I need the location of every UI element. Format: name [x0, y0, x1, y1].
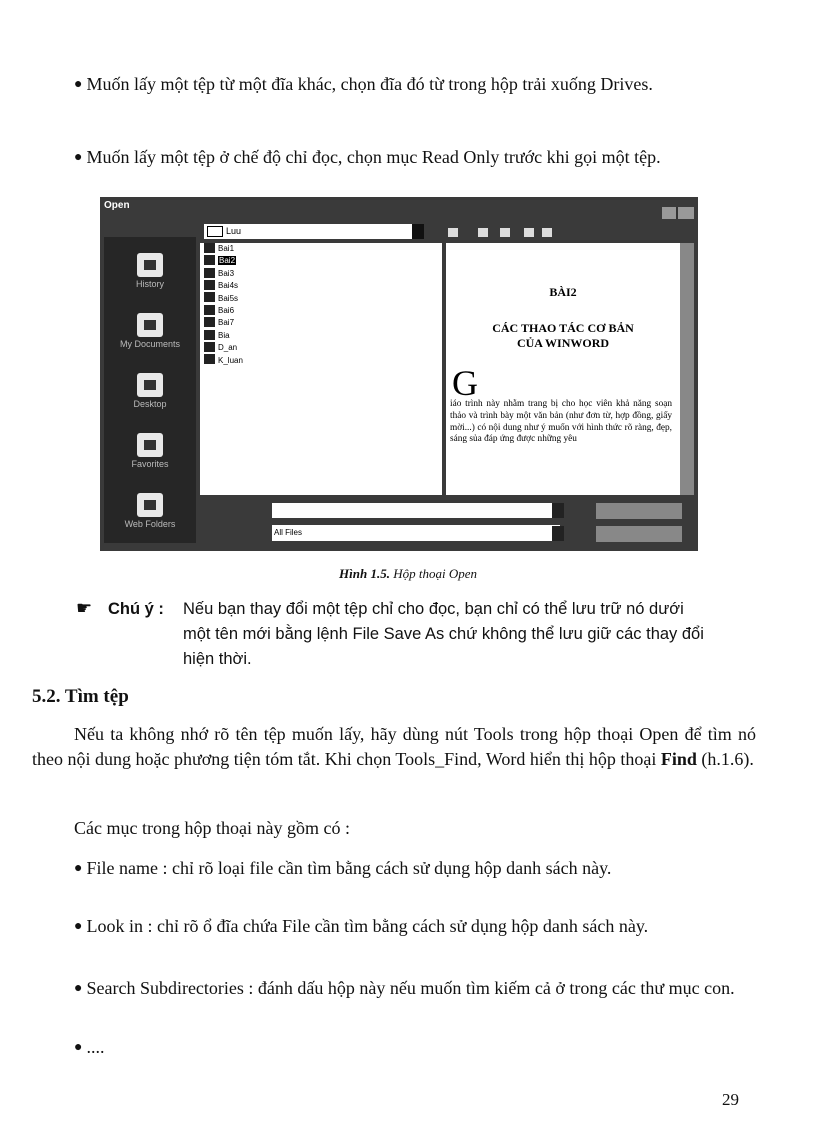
bullet-ellipsis: ● .... [74, 1037, 105, 1057]
search-web-icon [478, 228, 488, 237]
caption-text: Hộp thoại Open [393, 566, 477, 581]
files-of-type-field: All Files [272, 525, 560, 541]
chevron-down-icon [552, 503, 564, 518]
section-intro-paragraph: Nếu ta không nhớ rõ tên tệp muốn lấy, hãy dùng nút Tools trong hộp thoại Open để tìm nó theo nội dung hoặc phương tiện tóm tắt. Khi chọn Tools_Find, Word hiển thị hộp thoại Find (h.1.6). [32, 724, 756, 769]
word-document-icon [204, 354, 215, 364]
place-web-folders: Web Folders [104, 493, 196, 529]
word-document-icon [204, 243, 215, 253]
file-item: Bai4s [200, 280, 442, 292]
preview-scrollbar [680, 243, 694, 495]
chevron-down-icon [552, 526, 564, 541]
word-document-icon [204, 342, 215, 352]
open-dialog-figure [100, 197, 698, 551]
figure-caption [0, 566, 816, 582]
look-in-dropdown: Luu [204, 224, 414, 239]
bullet-paragraph-drives: ● Muốn lấy một tệp từ một đĩa khác, chọn đĩa đó từ trong hộp trải xuống Drives. [74, 74, 653, 94]
bullet-file-name: ● File name : chỉ rõ loại file cần tìm bằng cách sử dụng hộp danh sách này. [74, 858, 612, 878]
note-label: Chú ý : [108, 600, 164, 618]
word-document-icon [204, 292, 215, 302]
page-number: 29 [722, 1090, 739, 1109]
views-icon [542, 228, 552, 237]
favorites-icon [137, 433, 163, 457]
place-my-documents: My Documents [104, 313, 196, 349]
bullet-icon: ● [74, 919, 83, 934]
new-folder-icon [524, 228, 534, 237]
place-desktop: Desktop [104, 373, 196, 409]
section-title: 5.2. Tìm tệp [32, 686, 129, 707]
preview-drop-cap: G [452, 363, 478, 403]
places-bar [104, 237, 196, 543]
open-button [596, 503, 682, 519]
window-controls-icon [662, 207, 694, 219]
back-icon [448, 228, 458, 237]
word-document-icon [204, 330, 215, 340]
bullet-icon: ● [74, 861, 83, 876]
file-item: Bai1 [200, 243, 442, 255]
bullet-icon: ● [74, 981, 83, 996]
file-item: Bia [200, 330, 442, 342]
caption-label: Hình 1.5. [339, 566, 390, 581]
web-folders-icon [137, 493, 163, 517]
file-item: Bai5s [200, 293, 442, 305]
items-intro: Các mục trong hộp thoại này gồm có : [74, 818, 350, 838]
file-item: Bai3 [200, 268, 442, 280]
note-block [78, 597, 718, 668]
note-text: Nếu bạn thay đổi một tệp chỉ cho đọc, bạn chỉ có thể lưu trữ nó dưới một tên mới bằng lệnh File Save As chứ không thể lưu giữ các thay đổi hiện thời. [183, 600, 704, 668]
preview-body: iáo trình này nhằm trang bị cho học viên khả năng soạn thảo và trình bày một văn bản (như đơn từ, hợp đồng, giấy mời...) có nội dung như ý muốn với hình thức rõ ràng, đẹp, sáng sủa đáp ứng được những yêu [450, 399, 672, 445]
word-document-icon [204, 305, 215, 315]
dialog-title: Open [104, 200, 130, 211]
history-icon [137, 253, 163, 277]
word-document-icon [204, 317, 215, 327]
cancel-button [596, 526, 682, 542]
folder-icon [207, 226, 223, 237]
bullet-icon: ● [74, 77, 83, 92]
pointing-hand-icon [78, 604, 100, 614]
desktop-icon [137, 373, 163, 397]
dialog-toolbar [430, 226, 570, 240]
my-documents-icon [137, 313, 163, 337]
file-item: Bai6 [200, 305, 442, 317]
word-document-icon [204, 268, 215, 278]
preview-heading-line1: CÁC THAO TÁC CƠ BẢN [492, 321, 634, 335]
word-document-icon [204, 255, 215, 265]
bullet-icon: ● [74, 150, 83, 165]
bullet-icon: ● [74, 1040, 83, 1055]
file-item: D_an [200, 342, 442, 354]
file-list [200, 243, 442, 495]
chevron-down-icon [412, 224, 424, 239]
place-history: History [104, 253, 196, 289]
bullet-paragraph-read-only: ● Muốn lấy một tệp ở chế độ chỉ đọc, chọn mục Read Only trước khi gọi một tệp. [74, 147, 661, 167]
file-item: Bai7 [200, 317, 442, 329]
file-item-selected: Bai2 [200, 255, 442, 267]
place-favorites: Favorites [104, 433, 196, 469]
bullet-search-subdirectories: ● Search Subdirectories : đánh dấu hộp này nếu muốn tìm kiếm cả ở trong các thư mục con. [74, 978, 735, 998]
file-name-field [272, 503, 560, 518]
preview-pane [446, 243, 680, 495]
preview-heading-line2: CỦA WINWORD [516, 336, 610, 350]
word-document-icon [204, 280, 215, 290]
file-item: K_luan [200, 355, 442, 367]
delete-icon [500, 228, 510, 237]
preview-title: BÀI2 [549, 285, 577, 299]
bullet-look-in: ● Look in : chỉ rõ ổ đĩa chứa File cần tìm bằng cách sử dụng hộp danh sách này. [74, 916, 649, 936]
